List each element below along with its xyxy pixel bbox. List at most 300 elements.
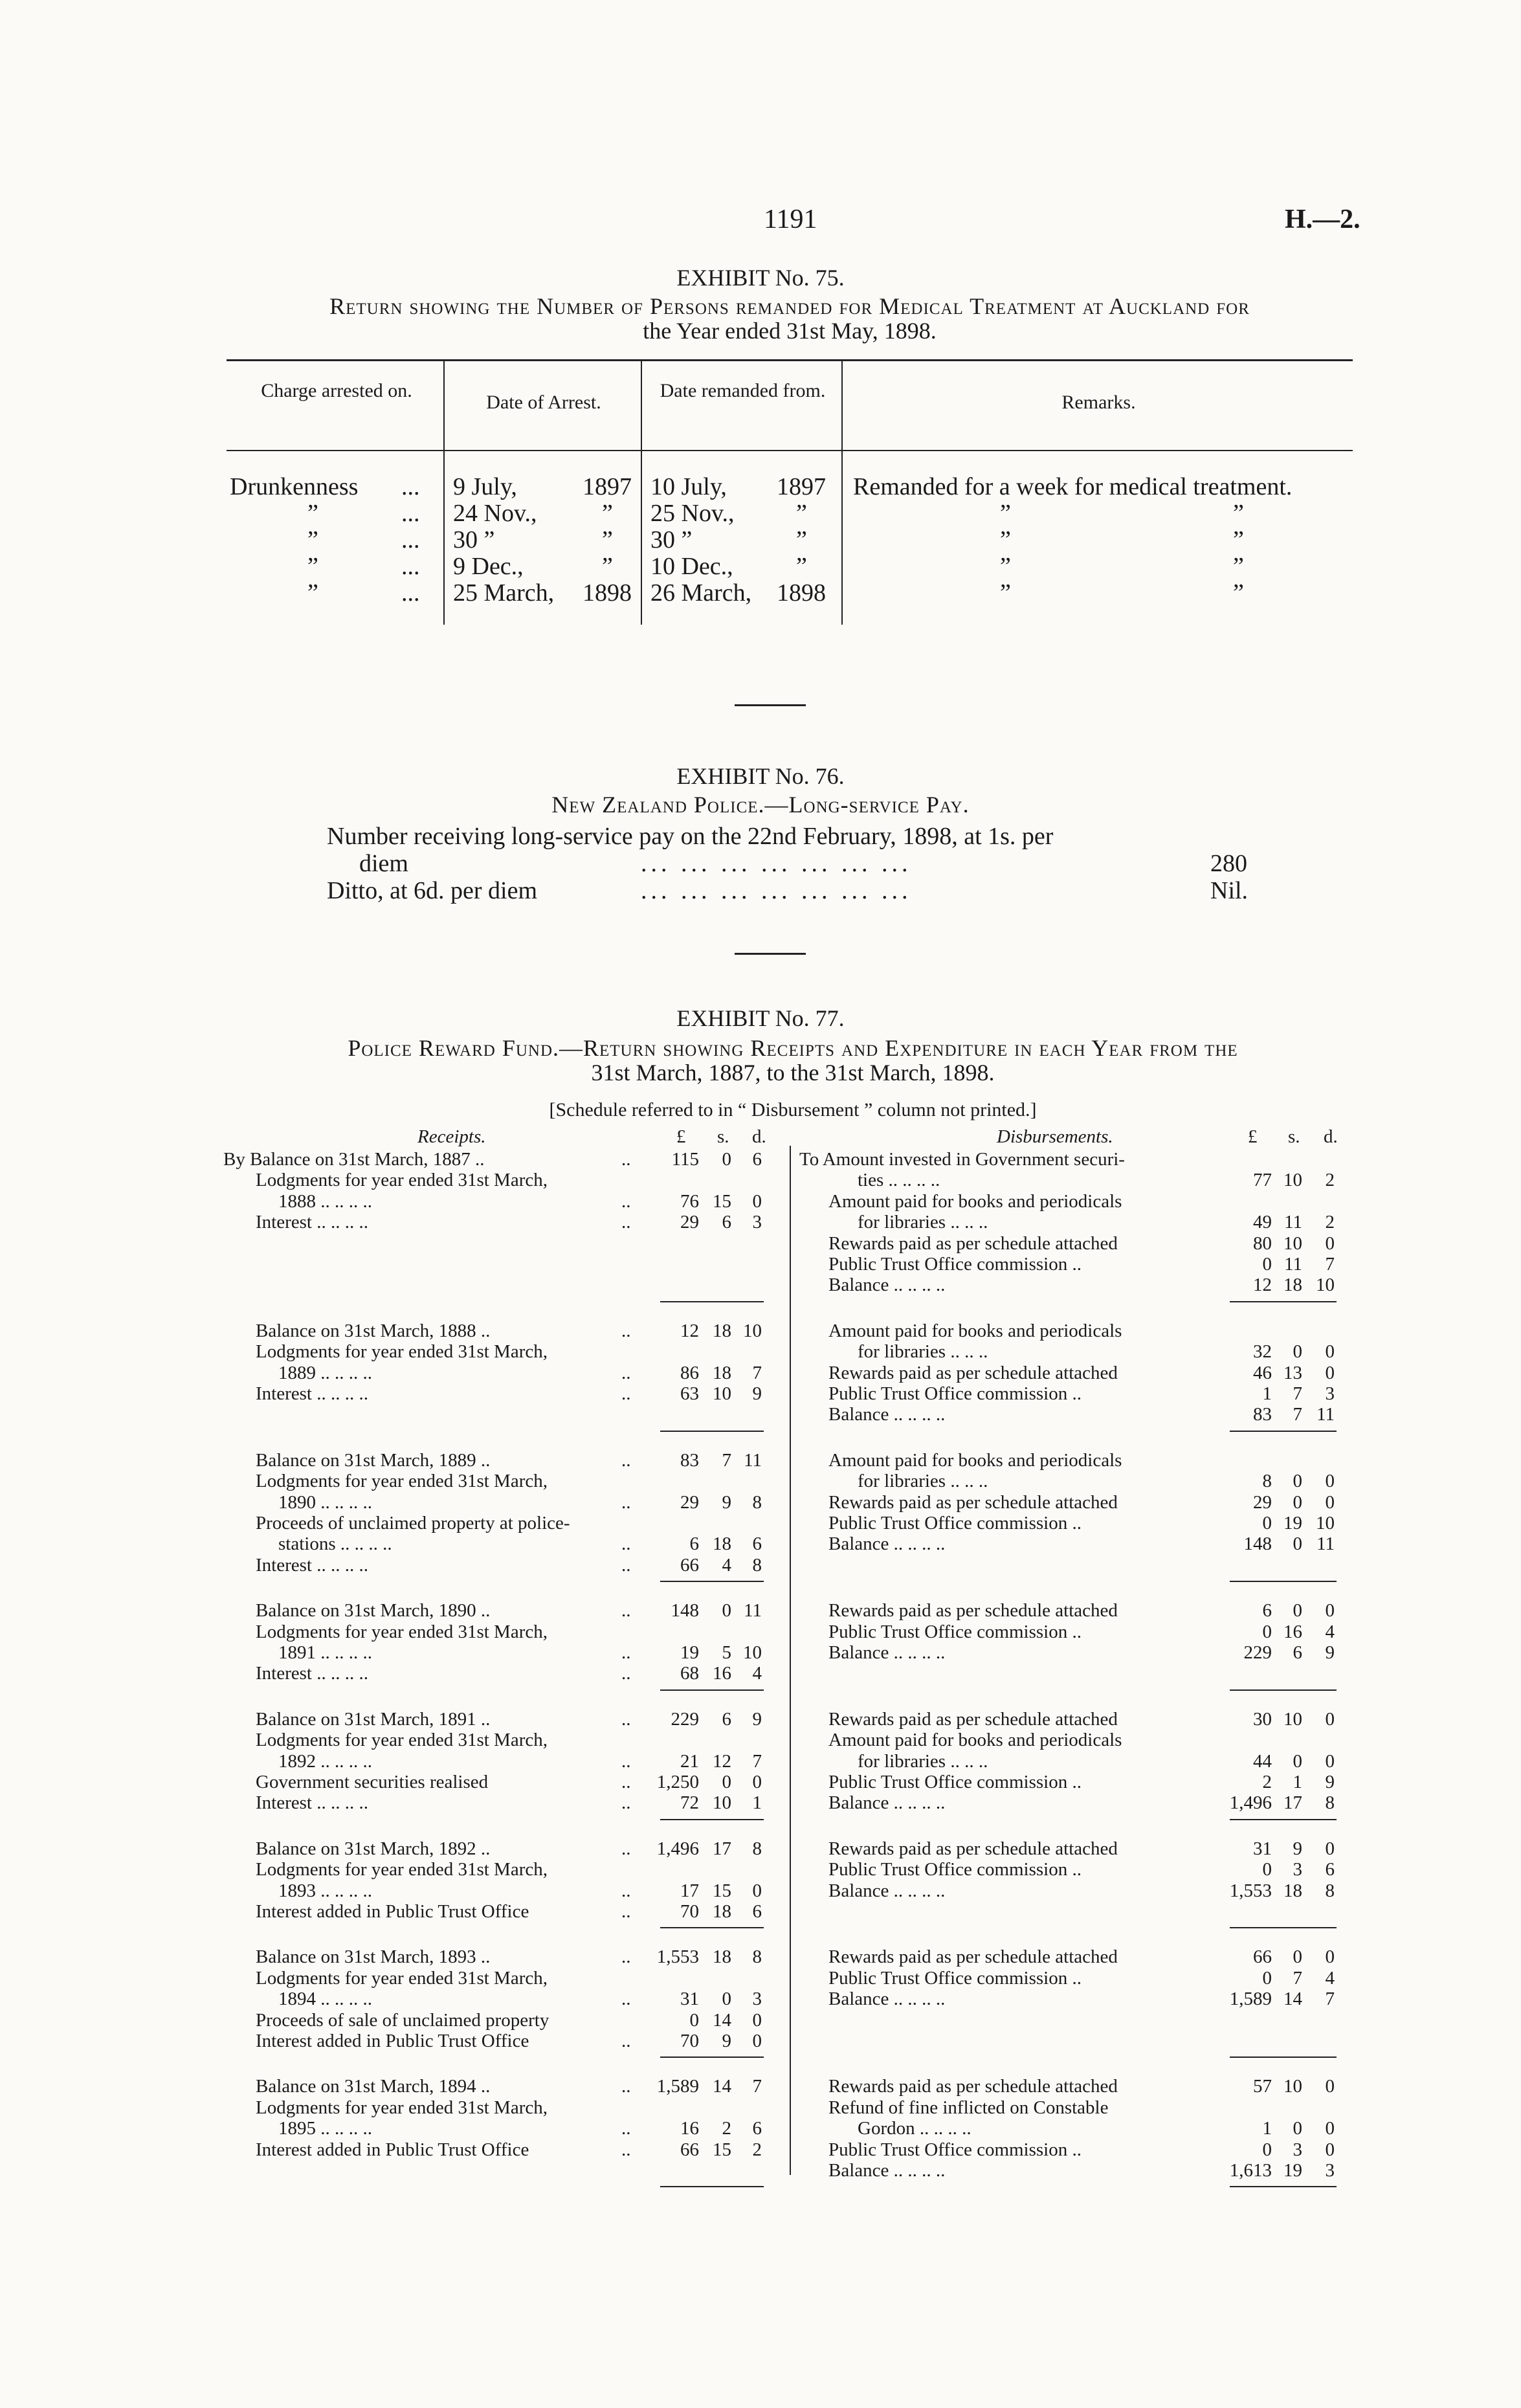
ex75-cell: ” <box>1233 500 1244 527</box>
receipt-label: Proceeds of sale of unclaimed property <box>256 2010 550 2031</box>
ex75-cell: Drunkenness <box>230 473 359 500</box>
ex75-cell: 24 Nov., <box>453 500 537 527</box>
disb-label: Amount paid for books and periodicals <box>828 1730 1122 1750</box>
disb-pence: 0 <box>1325 1363 1335 1383</box>
disb-pounds: 83 <box>1253 1404 1272 1425</box>
receipt-shillings: 9 <box>722 2031 731 2051</box>
ex75-cell: ” <box>1000 579 1011 607</box>
receipt-pounds: 70 <box>680 1901 699 1922</box>
disb-pence: 10 <box>1316 1275 1335 1295</box>
receipts-shilling-header: s. <box>717 1126 729 1147</box>
receipt-dots: .. <box>621 1533 631 1554</box>
disb-shillings: 0 <box>1293 1471 1302 1491</box>
receipt-dots: .. <box>621 1946 631 1967</box>
receipt-dots: .. <box>621 1191 631 1212</box>
receipt-pence: 10 <box>743 1642 762 1663</box>
receipt-shillings: 14 <box>713 2010 731 2031</box>
disb-label: Public Trust Office commission .. <box>828 1622 1082 1642</box>
receipt-pence: 0 <box>752 1880 762 1901</box>
ex77-title-line2: 31st March, 1887, to the 31st March, 1898. <box>591 1060 995 1086</box>
disb-shillings: 0 <box>1293 1492 1302 1513</box>
disb-total-rule <box>1230 1819 1337 1820</box>
ex75-cell: 9 Dec., <box>453 553 524 580</box>
receipt-pounds: 63 <box>680 1383 699 1404</box>
receipt-pence: 0 <box>752 2031 762 2051</box>
receipts-pence-header: d. <box>752 1126 766 1147</box>
receipts-label: Receipts. <box>417 1126 486 1147</box>
receipt-shillings: 16 <box>713 1663 731 1684</box>
ex76-line1: Number receiving long-service pay on the 22nd February, 1898, at 1s. per <box>327 823 1054 850</box>
ex76-dots2: ... ... ... ... ... ... ... <box>641 877 912 904</box>
disb-shillings: 7 <box>1293 1383 1302 1404</box>
disb-label: Balance .. .. .. .. <box>828 1880 946 1901</box>
disb-pence: 0 <box>1325 1492 1335 1513</box>
disb-pounds: 2 <box>1262 1772 1272 1792</box>
disb-label: Balance .. .. .. .. <box>828 1642 946 1663</box>
disb-pounds: 1,589 <box>1229 1989 1272 2009</box>
receipt-pence: 8 <box>752 1838 762 1859</box>
receipt-pence: 6 <box>752 2118 762 2139</box>
receipt-dots: .. <box>621 1751 631 1772</box>
disb-shillings: 13 <box>1283 1363 1302 1383</box>
receipt-label: Interest .. .. .. .. <box>256 1212 368 1232</box>
disb-pounds: 1,613 <box>1229 2160 1272 2181</box>
receipt-dots: .. <box>621 1901 631 1922</box>
receipt-pounds: 21 <box>680 1751 699 1772</box>
receipt-pounds: 70 <box>680 2031 699 2051</box>
receipt-pence: 6 <box>752 1149 762 1170</box>
receipt-pounds: 72 <box>680 1792 699 1813</box>
ex75-cell: 9 July, <box>453 473 517 500</box>
ex76-value1: 280 <box>1210 850 1247 877</box>
receipt-pounds: 6 <box>689 1533 699 1554</box>
ex75-cell: ” <box>1233 553 1244 580</box>
receipt-pence: 10 <box>743 1321 762 1341</box>
disb-pence: 0 <box>1325 1600 1335 1621</box>
disb-pounds: 0 <box>1262 1968 1272 1989</box>
receipt-pence: 11 <box>744 1450 762 1471</box>
ex75-cell: Remanded for a week for medical treatment. <box>853 473 1293 500</box>
disb-pounds: 1 <box>1262 1383 1272 1404</box>
disb-pence: 4 <box>1325 1968 1335 1989</box>
receipt-shillings: 5 <box>722 1642 731 1663</box>
ex75-cell: 25 March, <box>453 579 555 607</box>
receipt-pence: 7 <box>752 2076 762 2097</box>
page-code: H.—2. <box>1285 205 1360 234</box>
disb-shillings: 10 <box>1283 1170 1302 1190</box>
receipt-dots: .. <box>621 2118 631 2139</box>
disb-pounds: 32 <box>1253 1341 1272 1362</box>
disb-label: Rewards paid as per schedule attached <box>828 2076 1118 2097</box>
disb-shillings: 0 <box>1293 1341 1302 1362</box>
disb-shillings: 6 <box>1293 1642 1302 1663</box>
receipt-pounds: 19 <box>680 1642 699 1663</box>
ex75-title-line2: the Year ended 31st May, 1898. <box>643 318 937 344</box>
disb-pounds: 0 <box>1262 2139 1272 2160</box>
disb-pence: 8 <box>1325 1880 1335 1901</box>
receipt-shillings: 15 <box>713 1880 731 1901</box>
receipt-label: Lodgments for year ended 31st March, <box>256 1471 548 1491</box>
receipt-label: Interest .. .. .. .. <box>256 1663 368 1684</box>
receipt-pounds: 86 <box>680 1363 699 1383</box>
receipt-dots: .. <box>621 1880 631 1901</box>
receipt-label: Lodgments for year ended 31st March, <box>256 1968 548 1989</box>
receipt-label: Government securities realised <box>256 1772 489 1792</box>
receipt-pounds: 0 <box>689 2010 699 2031</box>
disb-label: Public Trust Office commission .. <box>828 1968 1082 1989</box>
receipt-shillings: 0 <box>722 1772 731 1792</box>
disb-pounds: 0 <box>1262 1859 1272 1880</box>
receipt-label: 1889 .. .. .. .. <box>278 1363 372 1383</box>
ex75-cell: ... <box>401 553 420 580</box>
disb-shillings: 3 <box>1293 2139 1302 2160</box>
disb-pence: 2 <box>1325 1170 1335 1190</box>
receipt-pence: 0 <box>752 1191 762 1212</box>
disb-label: Rewards paid as per schedule attached <box>828 1233 1118 1254</box>
disb-pence: 4 <box>1325 1622 1335 1642</box>
receipt-label: Interest added in Public Trust Office <box>256 1901 529 1922</box>
disb-pence: 11 <box>1316 1404 1335 1425</box>
disb-label: Rewards paid as per schedule attached <box>828 1363 1118 1383</box>
disb-label: Public Trust Office commission .. <box>828 1772 1082 1792</box>
receipt-dots: .. <box>621 2076 631 2097</box>
ex75-cell: ” <box>796 553 807 580</box>
disb-shillings: 17 <box>1283 1792 1302 1813</box>
ex75-cell: 30 ” <box>453 526 495 553</box>
disb-label: Rewards paid as per schedule attached <box>828 1709 1118 1730</box>
receipt-pounds: 29 <box>680 1212 699 1232</box>
receipt-shillings: 4 <box>722 1555 731 1576</box>
disb-pence: 0 <box>1325 2118 1335 2139</box>
disb-label: for libraries .. .. .. <box>858 1751 988 1772</box>
receipt-total-rule <box>660 2186 764 2187</box>
ex75-header-date-arrest: Date of Arrest. <box>486 392 601 413</box>
disb-label: Balance .. .. .. .. <box>828 1533 946 1554</box>
ex76-dots1: ... ... ... ... ... ... ... <box>641 850 912 877</box>
ex75-cell: ” <box>307 553 318 580</box>
disb-pounds: 0 <box>1262 1622 1272 1642</box>
receipt-label: 1895 .. .. .. .. <box>278 2118 372 2139</box>
disb-label: Amount paid for books and periodicals <box>828 1450 1122 1471</box>
disb-pounds: 66 <box>1253 1946 1272 1967</box>
disb-label: Balance .. .. .. .. <box>828 2160 946 2181</box>
disb-pence: 0 <box>1325 2139 1335 2160</box>
disb-shillings: 18 <box>1283 1275 1302 1295</box>
page-number: 1191 <box>764 205 817 234</box>
disb-pounds: 8 <box>1262 1471 1272 1491</box>
receipt-shillings: 17 <box>713 1838 731 1859</box>
receipt-label: Interest .. .. .. .. <box>256 1792 368 1813</box>
disb-pounds: 148 <box>1243 1533 1272 1554</box>
disbursements-label: Disbursements. <box>997 1126 1113 1147</box>
disb-shillings: 11 <box>1284 1254 1302 1275</box>
receipt-shillings: 2 <box>722 2118 731 2139</box>
disb-shillings: 19 <box>1283 1513 1302 1533</box>
disb-pounds: 6 <box>1262 1600 1272 1621</box>
disb-label: Balance .. .. .. .. <box>828 1989 946 2009</box>
disb-label: Rewards paid as per schedule attached <box>828 1600 1118 1621</box>
ex75-cell: 30 ” <box>650 526 693 553</box>
disb-label: Public Trust Office commission .. <box>828 1383 1082 1404</box>
disb-pence: 8 <box>1325 1792 1335 1813</box>
ledger-center-rule <box>790 1146 791 2175</box>
receipt-dots: .. <box>621 1772 631 1792</box>
receipt-pounds: 76 <box>680 1191 699 1212</box>
receipt-label: By Balance on 31st March, 1887 .. <box>223 1149 485 1170</box>
receipt-label: Balance on 31st March, 1893 .. <box>256 1946 491 1967</box>
disb-pounds: 1 <box>1262 2118 1272 2139</box>
receipt-dots: .. <box>621 1383 631 1404</box>
disb-pence: 0 <box>1325 1233 1335 1254</box>
receipts-pound-header: £ <box>676 1126 686 1147</box>
disb-pound-header: £ <box>1248 1126 1258 1147</box>
receipt-pence: 1 <box>752 1792 762 1813</box>
ex75-cell: ” <box>796 526 807 553</box>
receipt-dots: .. <box>621 2139 631 2160</box>
receipt-shillings: 7 <box>722 1450 731 1471</box>
receipt-label: Interest .. .. .. .. <box>256 1555 368 1576</box>
divider <box>735 953 806 955</box>
disb-label: Balance .. .. .. .. <box>828 1404 946 1425</box>
receipt-pence: 7 <box>752 1751 762 1772</box>
disb-label: Rewards paid as per schedule attached <box>828 1838 1118 1859</box>
receipt-pence: 11 <box>744 1600 762 1621</box>
receipt-dots: .. <box>621 1212 631 1232</box>
ex75-cell: ” <box>1233 526 1244 553</box>
disb-pounds: 31 <box>1253 1838 1272 1859</box>
disb-pounds: 1,496 <box>1229 1792 1272 1813</box>
ex75-cell: ... <box>401 526 420 553</box>
receipt-shillings: 15 <box>713 1191 731 1212</box>
ex75-cell: ... <box>401 473 420 500</box>
ex77-title-line1: Police Reward Fund.—Return showing Receipts and Expenditure in each Year from the <box>348 1035 1238 1061</box>
disb-pounds: 30 <box>1253 1709 1272 1730</box>
receipt-label: Lodgments for year ended 31st March, <box>256 1341 548 1362</box>
disb-pence: 3 <box>1325 2160 1335 2181</box>
receipt-pounds: 1,250 <box>656 1772 699 1792</box>
receipt-label: Lodgments for year ended 31st March, <box>256 2097 548 2118</box>
receipt-dots: .. <box>621 2031 631 2051</box>
receipt-pounds: 1,553 <box>656 1946 699 1967</box>
ex77-heading: EXHIBIT No. 77. <box>676 1005 845 1031</box>
receipt-label: Lodgments for year ended 31st March, <box>256 1170 548 1190</box>
receipt-pence: 6 <box>752 1901 762 1922</box>
ex75-cell: ” <box>307 526 318 553</box>
disb-pence: 9 <box>1325 1642 1335 1663</box>
receipt-dots: .. <box>621 1555 631 1576</box>
receipt-label: Lodgments for year ended 31st March, <box>256 1859 548 1880</box>
receipt-label: 1888 .. .. .. .. <box>278 1191 372 1212</box>
ex75-cell: 1897 <box>777 473 826 500</box>
receipt-pounds: 1,589 <box>656 2076 699 2097</box>
disb-pence: 11 <box>1316 1533 1335 1554</box>
disb-pence: 0 <box>1325 1471 1335 1491</box>
disb-label: Gordon .. .. .. .. <box>858 2118 971 2139</box>
disb-pence: 0 <box>1325 1341 1335 1362</box>
disb-total-rule <box>1230 2057 1337 2058</box>
receipt-label: Lodgments for year ended 31st March, <box>256 1622 548 1642</box>
disb-pounds: 77 <box>1253 1170 1272 1190</box>
ex75-cell: 10 Dec., <box>650 553 733 580</box>
receipt-pounds: 12 <box>680 1321 699 1341</box>
ex75-heading: EXHIBIT No. 75. <box>676 265 845 291</box>
disb-shillings: 3 <box>1293 1859 1302 1880</box>
ex75-cell: ” <box>307 500 318 527</box>
disb-pounds: 0 <box>1262 1254 1272 1275</box>
receipt-label: Interest .. .. .. .. <box>256 1383 368 1404</box>
receipt-shillings: 0 <box>722 1149 731 1170</box>
receipt-total-rule <box>660 1301 764 1302</box>
receipt-dots: .. <box>621 1600 631 1621</box>
receipt-total-rule <box>660 1927 764 1928</box>
ex75-cell: ” <box>602 500 613 527</box>
receipt-pounds: 115 <box>671 1149 699 1170</box>
disb-label: Rewards paid as per schedule attached <box>828 1946 1118 1967</box>
receipt-shillings: 10 <box>713 1792 731 1813</box>
receipt-dots: .. <box>621 1709 631 1730</box>
disb-shillings: 0 <box>1293 1533 1302 1554</box>
disb-shillings: 16 <box>1283 1622 1302 1642</box>
receipt-pence: 0 <box>752 2010 762 2031</box>
receipt-shillings: 6 <box>722 1212 731 1232</box>
disb-label: Rewards paid as per schedule attached <box>828 1492 1118 1513</box>
receipt-label: Interest added in Public Trust Office <box>256 2139 529 2160</box>
disb-shillings: 7 <box>1293 1404 1302 1425</box>
receipt-total-rule <box>660 1689 764 1691</box>
ex75-cell: 25 Nov., <box>650 500 735 527</box>
disb-pounds: 49 <box>1253 1212 1272 1232</box>
disb-pence: 6 <box>1325 1859 1335 1880</box>
disb-total-rule <box>1230 1431 1337 1432</box>
ex77-note: [Schedule referred to in “ Disbursement ” column not printed.] <box>549 1099 1037 1120</box>
disb-pounds: 229 <box>1243 1642 1272 1663</box>
ex76-line3: Ditto, at 6d. per diem <box>327 877 538 904</box>
ex75-cell: ” <box>796 500 807 527</box>
disb-label: ties .. .. .. .. <box>858 1170 940 1190</box>
ex75-cell: 1898 <box>583 579 632 607</box>
disb-label: Public Trust Office commission .. <box>828 1513 1082 1533</box>
ex75-cell: 10 July, <box>650 473 727 500</box>
disb-pence: 7 <box>1325 1254 1335 1275</box>
disb-pounds: 29 <box>1253 1492 1272 1513</box>
receipt-total-rule <box>660 1819 764 1820</box>
ex75-cell: ” <box>1000 500 1011 527</box>
ex75-cell: 1897 <box>583 473 632 500</box>
disb-label: for libraries .. .. .. <box>858 1212 988 1232</box>
ex75-cell: ” <box>1000 526 1011 553</box>
receipt-pounds: 29 <box>680 1492 699 1513</box>
receipt-pence: 8 <box>752 1492 762 1513</box>
receipt-shillings: 18 <box>713 1901 731 1922</box>
disb-label: for libraries .. .. .. <box>858 1341 988 1362</box>
receipt-pence: 9 <box>752 1709 762 1730</box>
receipt-shillings: 18 <box>713 1533 731 1554</box>
disb-label: for libraries .. .. .. <box>858 1471 988 1491</box>
receipt-dots: .. <box>621 1321 631 1341</box>
receipt-label: Balance on 31st March, 1891 .. <box>256 1709 491 1730</box>
receipt-label: Balance on 31st March, 1888 .. <box>256 1321 491 1341</box>
receipt-label: Balance on 31st March, 1890 .. <box>256 1600 491 1621</box>
disb-label: Public Trust Office commission .. <box>828 1254 1082 1275</box>
ex75-header-charge: Charge arrested on. <box>261 380 412 401</box>
disb-label: Public Trust Office commission .. <box>828 2139 1082 2160</box>
disb-pence: 3 <box>1325 1383 1335 1404</box>
disb-shillings: 10 <box>1283 2076 1302 2097</box>
receipt-pence: 0 <box>752 1772 762 1792</box>
ex75-header-date-remanded: Date remanded from. <box>660 380 826 401</box>
receipt-dots: .. <box>621 1450 631 1471</box>
receipt-label: Lodgments for year ended 31st March, <box>256 1730 548 1750</box>
receipt-label: 1890 .. .. .. .. <box>278 1492 372 1513</box>
divider <box>735 704 806 706</box>
receipt-pounds: 66 <box>680 1555 699 1576</box>
receipt-pounds: 83 <box>680 1450 699 1471</box>
disb-shillings: 11 <box>1284 1212 1302 1232</box>
disb-total-rule <box>1230 1301 1337 1302</box>
disb-pence: 0 <box>1325 1838 1335 1859</box>
disb-label: Balance .. .. .. .. <box>828 1275 946 1295</box>
disb-pence: 7 <box>1325 1989 1335 2009</box>
receipt-shillings: 15 <box>713 2139 731 2160</box>
disb-pounds: 80 <box>1253 1233 1272 1254</box>
receipt-dots: .. <box>621 1642 631 1663</box>
receipt-label: 1891 .. .. .. .. <box>278 1642 372 1663</box>
disb-pence: 0 <box>1325 1751 1335 1772</box>
receipt-pence: 7 <box>752 1363 762 1383</box>
receipt-pence: 8 <box>752 1555 762 1576</box>
disb-total-rule <box>1230 1689 1337 1691</box>
receipt-shillings: 12 <box>713 1751 731 1772</box>
receipt-label: stations .. .. .. .. <box>278 1533 392 1554</box>
receipt-label: 1893 .. .. .. .. <box>278 1880 372 1901</box>
ex75-cell: ” <box>1000 553 1011 580</box>
receipt-label: Balance on 31st March, 1889 .. <box>256 1450 491 1471</box>
receipt-label: Interest added in Public Trust Office <box>256 2031 529 2051</box>
receipt-pounds: 1,496 <box>656 1838 699 1859</box>
receipt-pounds: 229 <box>671 1709 699 1730</box>
disb-total-rule <box>1230 2186 1337 2187</box>
disb-pence-header: d. <box>1324 1126 1338 1147</box>
receipt-total-rule <box>660 2057 764 2058</box>
ex76-title: New Zealand Police.—Long-service Pay. <box>551 792 970 818</box>
ex75-header-remarks: Remarks. <box>1061 392 1136 413</box>
receipt-shillings: 18 <box>713 1946 731 1967</box>
receipt-pence: 3 <box>752 1989 762 2009</box>
ex75-cell: 26 March, <box>650 579 752 607</box>
receipt-shillings: 18 <box>713 1363 731 1383</box>
receipt-dots: .. <box>621 1149 631 1170</box>
disb-label: Amount paid for books and periodicals <box>828 1191 1122 1212</box>
receipt-pounds: 148 <box>671 1600 699 1621</box>
disb-pence: 10 <box>1316 1513 1335 1533</box>
disb-total-rule <box>1230 1581 1337 1582</box>
disb-shillings: 10 <box>1283 1709 1302 1730</box>
receipt-dots: .. <box>621 1989 631 2009</box>
receipt-dots: .. <box>621 1363 631 1383</box>
disb-shillings: 18 <box>1283 1880 1302 1901</box>
disb-pence: 0 <box>1325 2076 1335 2097</box>
disb-label: Balance .. .. .. .. <box>828 1792 946 1813</box>
receipt-pence: 8 <box>752 1946 762 1967</box>
receipt-pounds: 16 <box>680 2118 699 2139</box>
disb-label: To Amount invested in Government securi- <box>799 1149 1125 1170</box>
disb-shillings: 0 <box>1293 1600 1302 1621</box>
disb-pounds: 44 <box>1253 1751 1272 1772</box>
ex75-cell: 1898 <box>777 579 826 607</box>
ex76-line2: diem <box>359 850 408 877</box>
receipt-pence: 9 <box>752 1383 762 1404</box>
ex76-value2: Nil. <box>1210 877 1249 904</box>
